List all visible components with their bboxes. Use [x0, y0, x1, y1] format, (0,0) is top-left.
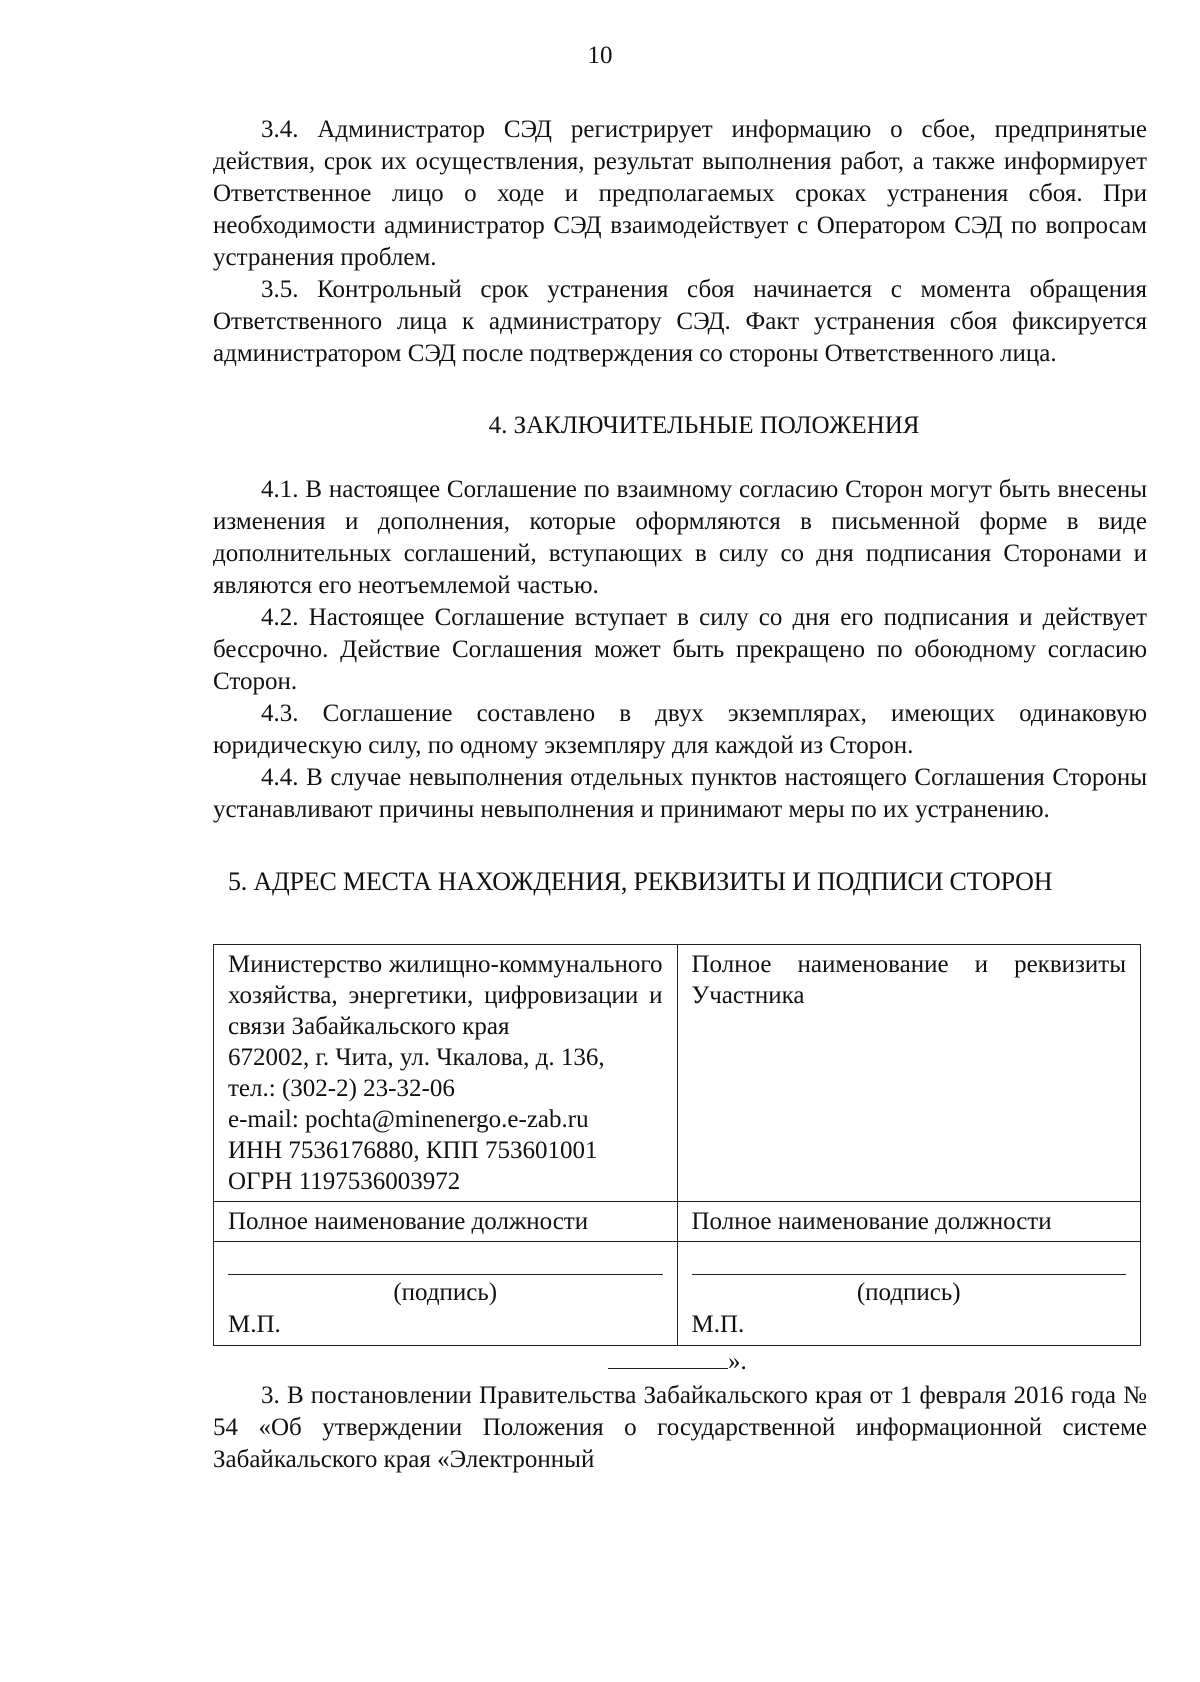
closing-blank-line — [608, 1346, 728, 1369]
paragraph-final: 3. В постановлении Правительства Забайкальского края от 1 февраля 2016 года № 54 «Об утверждении Положения о государственной информационной системе Забайкальского края «Электронный — [213, 1382, 1147, 1473]
left-stamp-label: М.П. — [228, 1311, 281, 1338]
table-row-positions — [214, 1202, 1141, 1242]
left-party-ogrn: ОГРН 1197536003972 — [228, 1168, 461, 1195]
left-signature-caption: (подпись) — [393, 1279, 498, 1306]
right-party-name: Полное наименование и реквизиты Участника — [691, 951, 1126, 1009]
page-number: 10 — [587, 42, 613, 69]
right-signature-cell — [677, 1242, 1141, 1346]
right-signature-line — [692, 1246, 1127, 1275]
section-4-title: 4. ЗАКЛЮЧИТЕЛЬНЫЕ ПОЛОЖЕНИЯ — [488, 412, 920, 439]
left-party-address: 672002, г. Чита, ул. Чкалова, д. 136, — [228, 1044, 605, 1071]
paragraph-4-1: 4.1. В настоящее Соглашение по взаимному согласию Сторон могут быть внесены изменения и дополнения, которые оформляются в письменной форме в виде дополнительных соглашений, вступающих в силу со дня подписания Сторонами и являются его неотъемлемой частью. — [213, 476, 1147, 599]
paragraph-4-3: 4.3. Соглашение составлено в двух экземплярах, имеющих одинаковую юридическую силу, по одному экземпляру для каждой из Сторон. — [213, 700, 1147, 759]
requisites-table — [213, 944, 1141, 1346]
paragraph-3-4: 3.4. Администратор СЭД регистрирует информацию о сбое, предпринятые действия, срок их осуществления, результат выполнения работ, а также информирует Ответственное лицо о ходе и предполагаемых сроках устранения сбоя. При необходимости администратор СЭД взаимодействует с Оператором СЭД по вопросам устранения проблем. — [213, 116, 1147, 271]
left-party-email: e-mail: pochta@minenergo.e-zab.ru — [228, 1106, 589, 1133]
table-row-signatures — [214, 1242, 1141, 1346]
left-signature-cell — [214, 1242, 678, 1346]
closing-quote-mark: ». — [728, 1348, 747, 1375]
left-party-name: Министерство жилищно-коммунального хозяйства, энергетики, цифровизации и связи Забайкальского края — [228, 951, 663, 1040]
right-signature-caption: (подпись) — [856, 1279, 961, 1306]
left-party-cell — [214, 945, 678, 1202]
right-stamp-label: М.П. — [691, 1311, 745, 1338]
left-position-cell: Полное наименование должности — [214, 1202, 678, 1242]
left-party-inn: ИНН 7536176880, КПП 753601001 — [228, 1137, 598, 1164]
paragraph-4-2: 4.2. Настоящее Соглашение вступает в силу со дня его подписания и действует бессрочно. Действие Соглашения может быть прекращено по обоюдному согласию Сторон. — [213, 604, 1147, 695]
closing-line — [213, 1346, 1147, 1378]
table-row-requisites — [214, 945, 1141, 1202]
document-body — [213, 114, 1147, 1476]
right-position-cell: Полное наименование должности — [677, 1202, 1141, 1242]
section-5-title: 5. АДРЕС МЕСТА НАХОЖДЕНИЯ, РЕКВИЗИТЫ И ПОДПИСИ СТОРОН — [228, 867, 1053, 896]
paragraph-3-5: 3.5. Контрольный срок устранения сбоя начинается с момента обращения Ответственного лица к администратору СЭД. Факт устранения сбоя фиксируется администратором СЭД после подтверждения со стороны Ответственного лица. — [213, 276, 1147, 367]
left-party-phone: тел.: (302-2) 23-32-06 — [228, 1075, 455, 1102]
left-signature-line — [228, 1246, 663, 1275]
paragraph-4-4: 4.4. В случае невыполнения отдельных пунктов настоящего Соглашения Стороны устанавливают причины невыполнения и принимают меры по их устранению. — [213, 764, 1147, 823]
right-party-cell — [677, 945, 1141, 1202]
